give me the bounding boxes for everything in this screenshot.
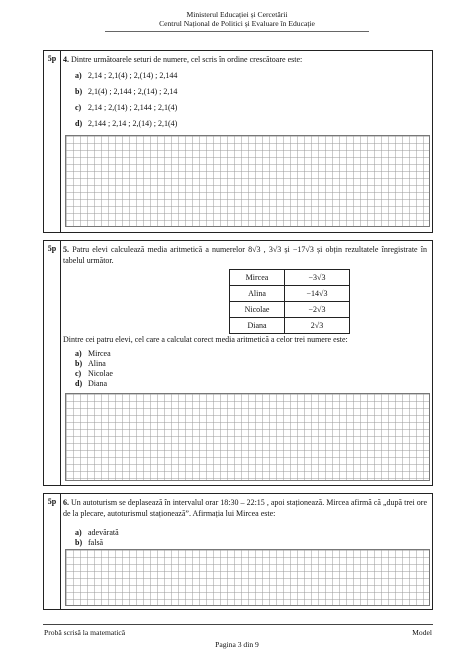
footer-subject: Probă scrisă la matematică	[44, 628, 126, 637]
results-table	[229, 269, 350, 334]
option-a: a) Mircea	[75, 349, 111, 358]
problem-6-stem	[63, 498, 427, 519]
option-c: c) 2,14 ; 2,(14) ; 2,144 ; 2,1(4)	[75, 103, 178, 112]
answer-grid[interactable]	[65, 393, 430, 481]
points-label: 5p	[44, 241, 61, 485]
page-number: Pagina 3 din 9	[215, 640, 259, 649]
option-b: b) falsă	[75, 538, 104, 547]
option-a: a) adevărată	[75, 528, 119, 537]
header-rule	[105, 31, 369, 32]
points-label: 5p	[44, 494, 61, 609]
table-row: Nicolae −2√3	[230, 302, 350, 318]
answer-grid[interactable]	[65, 135, 430, 227]
problem-4	[43, 50, 433, 233]
option-d: d) Diana	[75, 379, 108, 388]
table-row: Alina −14√3	[230, 286, 350, 302]
header-ministry: Ministerul Educației și Cercetării	[186, 10, 288, 19]
problem-5-question: Dintre cei patru elevi, cel care a calculat corect media aritmetică a celor trei numere este:	[63, 335, 348, 344]
option-b: b) 2,1(4) ; 2,144 ; 2,(14) ; 2,14	[75, 87, 178, 96]
problem-5-stem	[63, 245, 427, 266]
problem-text: Un autoturism se deplasează în intervalul orar 18:30 – 22:15 , apoi staționează. Mircea afirmă că „după trei ore de la plecare, autoturismul staționează”. Afirmația lui Mircea este:	[63, 498, 427, 518]
table-row: Diana 2√3	[230, 318, 350, 334]
problem-6	[43, 493, 433, 610]
option-a: a) 2,14 ; 2,1(4) ; 2,(14) ; 2,144	[75, 71, 178, 80]
problem-text: Patru elevi calculează media aritmetică a numerelor 8√3 , 3√3 și −17√3 și obțin rezultatele înregistrate în tabelul următor.	[63, 245, 428, 265]
problem-5	[43, 240, 433, 486]
problem-text: Dintre următoarele seturi de numere, cel scris în ordine crescătoare este:	[71, 55, 303, 64]
problem-number: 4.	[63, 55, 69, 64]
problem-number: 6.	[63, 498, 69, 507]
option-d: d) 2,144 ; 2,14 ; 2,(14) ; 2,1(4)	[75, 119, 178, 128]
points-label: 5p	[44, 51, 61, 232]
table-row: Mircea −3√3	[230, 270, 350, 286]
footer-rule	[43, 624, 433, 625]
answer-grid[interactable]	[65, 549, 430, 606]
option-b: b) Alina	[75, 359, 106, 368]
option-c: c) Nicolae	[75, 369, 113, 378]
problem-number: 5.	[63, 245, 69, 254]
header-center: Centrul Național de Politici și Evaluare în Educație	[159, 19, 315, 28]
problem-4-stem	[63, 55, 427, 66]
footer-model: Model	[412, 628, 432, 637]
